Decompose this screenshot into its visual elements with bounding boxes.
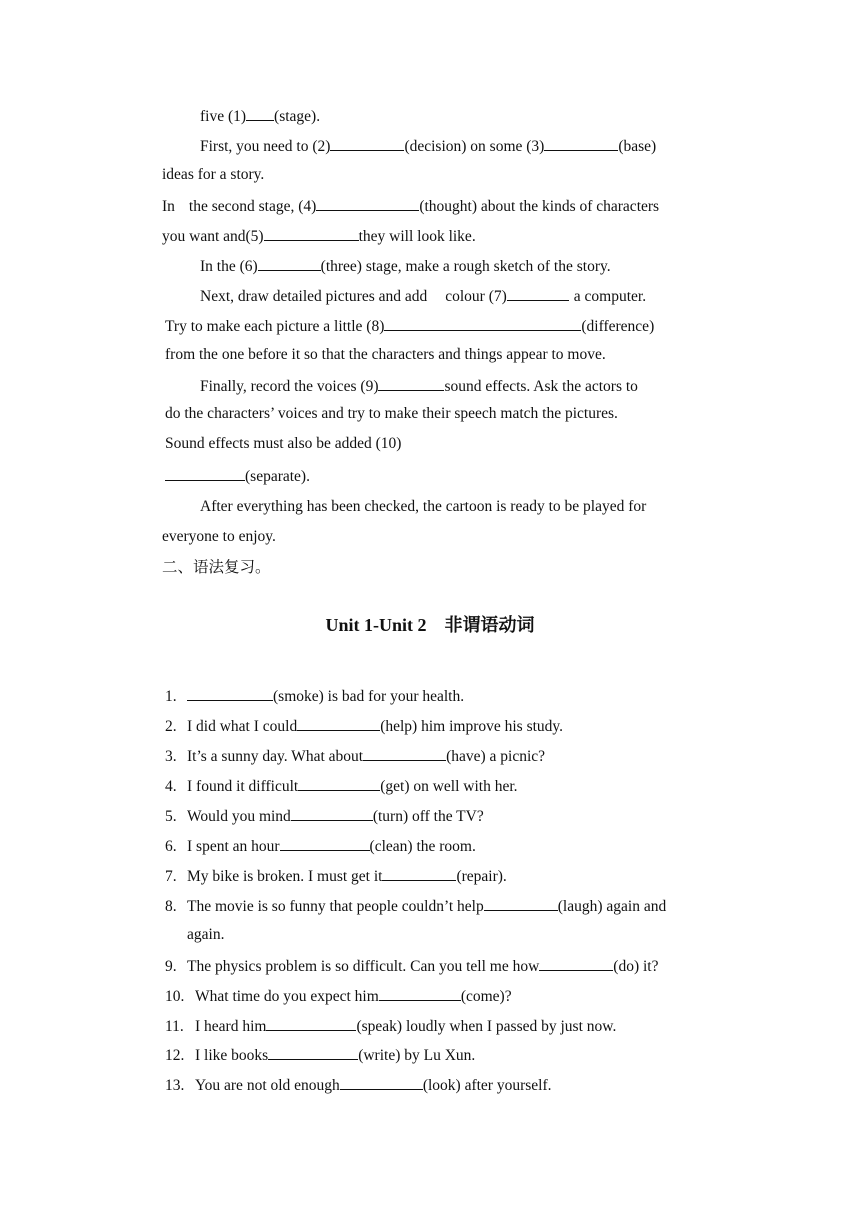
passage-line-9 xyxy=(165,345,606,365)
text: (turn) off the TV? xyxy=(372,808,484,825)
exercise-item xyxy=(165,685,464,707)
item-number: 13. xyxy=(165,1077,185,1094)
text: do the characters’ voices and try to make their speech match the pictures. xyxy=(165,405,618,422)
item-number: 1. xyxy=(165,688,177,705)
text: sound effects. Ask the actors to xyxy=(444,378,638,395)
text: Finally, record the voices (9) xyxy=(200,378,379,395)
text: (look) after yourself. xyxy=(422,1077,552,1094)
blank-7[interactable] xyxy=(507,285,569,301)
text: The physics problem is so difficult. Can you tell me how xyxy=(187,958,540,975)
section-heading xyxy=(162,558,271,578)
passage-line-4 xyxy=(162,195,659,217)
text: In the (6) xyxy=(200,258,258,275)
text: (decision) on some (3) xyxy=(404,138,545,155)
blank-1[interactable] xyxy=(246,105,274,121)
text: 二、语法复习。 xyxy=(162,559,271,576)
text: I did what I could xyxy=(187,718,298,735)
text: You are not old enough xyxy=(195,1077,340,1094)
text: again. xyxy=(187,926,225,943)
text: colour (7) xyxy=(445,288,507,305)
exercise-item xyxy=(165,1015,616,1037)
exercise-item xyxy=(165,895,666,917)
text: a computer. xyxy=(573,288,647,305)
item-number: 2. xyxy=(165,718,177,735)
text: Next, draw detailed pictures and add xyxy=(200,288,428,305)
answer-blank[interactable] xyxy=(291,805,373,821)
passage-line-2 xyxy=(200,135,656,157)
exercise-item-continued xyxy=(187,925,224,945)
text: My bike is broken. I must get it xyxy=(187,868,383,885)
text: (help) him improve his study. xyxy=(380,718,564,735)
text: Would you mind xyxy=(187,808,291,825)
answer-blank[interactable] xyxy=(382,865,456,881)
answer-blank[interactable] xyxy=(379,985,461,1001)
text: I heard him xyxy=(195,1018,267,1035)
passage-line-10 xyxy=(200,375,638,397)
text: (smoke) is bad for your health. xyxy=(273,688,465,705)
text: (write) by Lu Xun. xyxy=(358,1047,476,1064)
text: (clean) the room. xyxy=(369,838,476,855)
exercise-item xyxy=(165,835,476,857)
answer-blank[interactable] xyxy=(539,955,613,971)
text: What time do you expect him xyxy=(195,988,379,1005)
exercise-item xyxy=(165,865,507,887)
item-number: 4. xyxy=(165,778,177,795)
text: (laugh) again and xyxy=(557,898,667,915)
text: you want and(5) xyxy=(162,228,264,245)
exercise-item xyxy=(165,1044,475,1066)
text: (separate). xyxy=(245,468,310,485)
blank-8[interactable] xyxy=(384,315,581,331)
exercise-item xyxy=(165,955,659,977)
passage-line-14 xyxy=(200,497,646,517)
page-title: Unit 1-Unit 2 非谓语动词 xyxy=(325,615,535,635)
exercise-item xyxy=(165,985,512,1007)
answer-blank[interactable] xyxy=(187,685,273,701)
answer-blank[interactable] xyxy=(340,1074,423,1090)
text: the second stage, (4) xyxy=(188,198,317,215)
answer-blank[interactable] xyxy=(266,1015,356,1031)
item-number: 8. xyxy=(165,898,177,915)
text: (base) xyxy=(618,138,657,155)
item-number: 3. xyxy=(165,748,177,765)
text: ideas for a story. xyxy=(162,166,265,183)
text: (difference) xyxy=(581,318,655,335)
item-number: 11. xyxy=(165,1018,184,1035)
answer-blank[interactable] xyxy=(363,745,446,761)
passage-line-6 xyxy=(200,255,611,277)
answer-blank[interactable] xyxy=(280,835,370,851)
exercise-item xyxy=(165,775,518,797)
exercise-item xyxy=(165,715,563,737)
text: (have) a picnic? xyxy=(446,748,546,765)
passage-line-1 xyxy=(200,105,320,127)
text: In xyxy=(162,198,175,215)
text: (stage). xyxy=(274,108,321,125)
text: Sound effects must also be added (10) xyxy=(165,435,402,452)
item-number: 9. xyxy=(165,958,177,975)
passage-line-5 xyxy=(162,225,476,247)
text: First, you need to (2) xyxy=(200,138,331,155)
item-number: 10. xyxy=(165,988,185,1005)
exercise-item xyxy=(165,745,545,767)
item-number: 6. xyxy=(165,838,177,855)
answer-blank[interactable] xyxy=(484,895,558,911)
text: After everything has been checked, the cartoon is ready to be played for xyxy=(200,498,647,515)
text: The movie is so funny that people couldn’t help xyxy=(187,898,484,915)
passage-line-11 xyxy=(165,404,618,424)
passage-line-13 xyxy=(165,465,310,487)
answer-blank[interactable] xyxy=(298,775,380,791)
text: I found it difficult xyxy=(187,778,299,795)
blank-4[interactable] xyxy=(316,195,419,211)
answer-blank[interactable] xyxy=(297,715,380,731)
text: It’s a sunny day. What about xyxy=(187,748,364,765)
text: I like books xyxy=(195,1047,269,1064)
blank-6[interactable] xyxy=(258,255,321,271)
blank-2[interactable] xyxy=(330,135,404,151)
text: I spent an hour xyxy=(187,838,280,855)
blank-9[interactable] xyxy=(378,375,444,391)
blank-10[interactable] xyxy=(165,465,245,481)
answer-blank[interactable] xyxy=(268,1044,358,1060)
text: five (1) xyxy=(200,108,247,125)
item-number: 5. xyxy=(165,808,177,825)
text: (thought) about the kinds of characters xyxy=(419,198,660,215)
text: they will look like. xyxy=(358,228,476,245)
passage-line-8 xyxy=(165,315,654,337)
passage-line-15 xyxy=(162,527,276,547)
passage-line-7 xyxy=(200,285,646,307)
text: (do) it? xyxy=(613,958,659,975)
text: (speak) loudly when I passed by just now. xyxy=(356,1018,617,1035)
text: (get) on well with her. xyxy=(380,778,518,795)
text: Try to make each picture a little (8) xyxy=(165,318,385,335)
blank-5[interactable] xyxy=(264,225,359,241)
passage-line-3 xyxy=(162,165,264,185)
item-number: 12. xyxy=(165,1047,185,1064)
blank-3[interactable] xyxy=(544,135,618,151)
passage-line-12 xyxy=(165,434,401,454)
text: (three) stage, make a rough sketch of the story. xyxy=(320,258,611,275)
text: (come)? xyxy=(460,988,512,1005)
text: (repair). xyxy=(456,868,507,885)
text: everyone to enjoy. xyxy=(162,528,276,545)
text: from the one before it so that the characters and things appear to move. xyxy=(165,346,606,363)
exercise-item xyxy=(165,1074,552,1096)
item-number: 7. xyxy=(165,868,177,885)
exercise-item xyxy=(165,805,484,827)
